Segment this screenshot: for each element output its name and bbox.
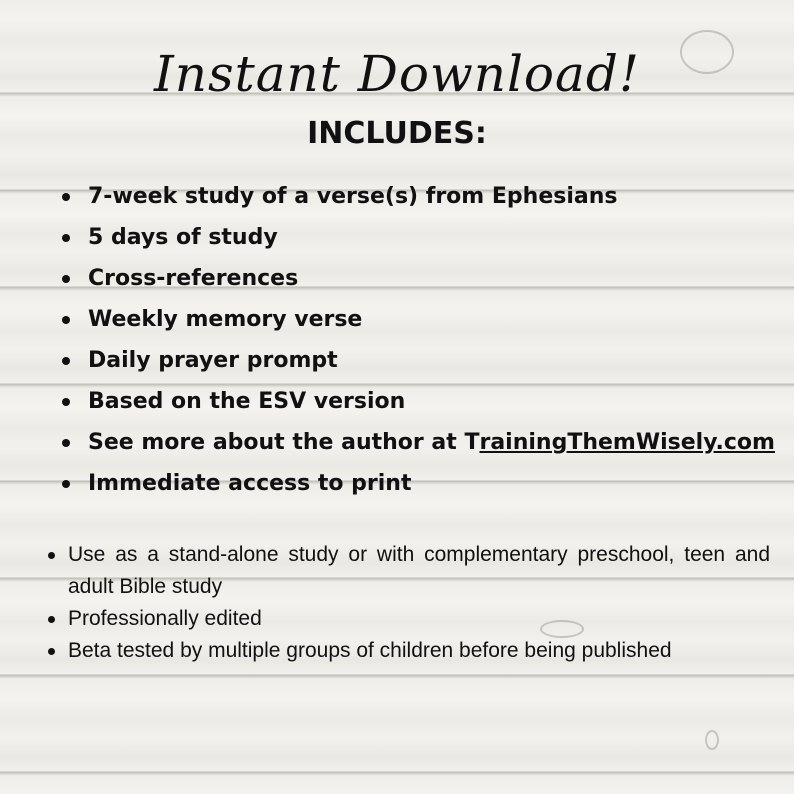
bullet-icon bbox=[48, 552, 55, 559]
includes-heading: INCLUDES: bbox=[307, 116, 487, 151]
bullet-icon bbox=[62, 398, 70, 406]
list-item: Immediate access to print bbox=[62, 463, 775, 504]
details-list bbox=[48, 539, 770, 667]
bullet-icon bbox=[62, 193, 70, 201]
list-item: 5 days of study bbox=[62, 217, 775, 258]
author-prefix: See more about the author at T bbox=[88, 430, 480, 455]
list-item: 7-week study of a verse(s) from Ephesians bbox=[62, 176, 775, 217]
bullet-icon bbox=[62, 480, 70, 488]
bullet-icon bbox=[62, 316, 70, 324]
list-item: Daily prayer prompt bbox=[62, 340, 775, 381]
page-title: Instant Download! bbox=[154, 45, 640, 103]
list-item: Beta tested by multiple groups of children before being published bbox=[48, 635, 770, 667]
bullet-icon bbox=[48, 616, 55, 623]
list-item: Professionally edited bbox=[48, 603, 770, 635]
author-website-link[interactable]: rainingThemWisely.com bbox=[479, 430, 775, 455]
bullet-icon bbox=[62, 275, 70, 283]
includes-list bbox=[62, 176, 775, 504]
bullet-icon bbox=[62, 439, 70, 447]
list-item: Based on the ESV version bbox=[62, 381, 775, 422]
list-item: Use as a stand-alone study or with complementary preschool, teen and adult Bible study bbox=[48, 539, 770, 603]
list-item: Cross-references bbox=[62, 258, 775, 299]
list-item: Weekly memory verse bbox=[62, 299, 775, 340]
bullet-icon bbox=[62, 234, 70, 242]
bullet-icon bbox=[62, 357, 70, 365]
bullet-icon bbox=[48, 648, 55, 655]
list-item-author bbox=[62, 422, 775, 463]
